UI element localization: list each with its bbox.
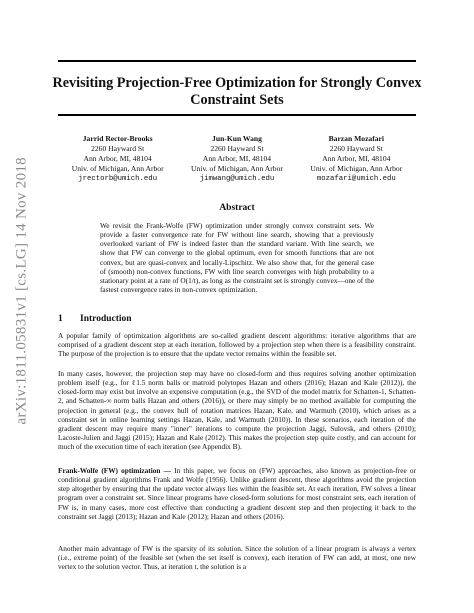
paragraph-lead-heading: Frank-Wolfe (FW) optimization —	[58, 466, 175, 475]
author-email: jimwang@umich.edu	[199, 175, 275, 183]
author-email: mozafari@umich.edu	[316, 175, 396, 183]
author-street: 2260 Hayward St	[329, 144, 383, 153]
section-number: 1	[58, 314, 63, 324]
author-city: Ann Arbor, MI, 48104	[322, 154, 391, 163]
author-3	[297, 134, 416, 184]
author-name: Jun-Kun Wang	[212, 134, 262, 143]
author-email: jrectorb@umich.edu	[78, 175, 158, 183]
author-block	[58, 134, 416, 184]
author-affiliation: Univ. of Michigan, Ann Arbor	[71, 164, 164, 173]
intro-paragraph-3	[58, 466, 416, 521]
arxiv-sidebar-identifier: arXiv:1811.05831v1 [cs.LG] 14 Nov 2018	[13, 157, 30, 425]
abstract-text: We revisit the Frank-Wolfe (FW) optimization under strongly convex constraint sets. We provide a faster convergence rate for FW without line search, showing that a previously overlooked variant of FW is indeed faster than the standard variant. With line search, we show that FW can converge to the global optimum, even for smooth functions that are not convex, but are quasi-convex and locally-Lipschitz. We also show that, for the general case of (smooth) non-convex functions, FW with line search converges with high probability to a stationary point at a rate of O(1/t), as long as the constraint set is strongly convex—one of the fastest convergence rates in non-convex optimization.	[100, 221, 374, 295]
section-heading-introduction	[58, 314, 132, 324]
author-street: 2260 Hayward St	[210, 144, 264, 153]
title-top-rule	[58, 60, 416, 62]
section-title: Introduction	[80, 314, 132, 324]
author-2	[177, 134, 296, 184]
intro-paragraph-4: Another main advantage of FW is the sparsity of its solution. Since the solution of a linear program is always a vertex (i.e., extreme point) of the feasible set (when the set itself is convex), each iteration of FW can add, at most, one new vertex to the solution vector. Thus, at iteration t, the solution is a	[58, 544, 416, 572]
author-1	[58, 134, 177, 184]
paper-title: Revisiting Projection-Free Optimization for Strongly Convex Constraint Sets	[52, 75, 422, 108]
paragraph-body: In this paper, we focus on (FW) approaches, also known as projection-free or conditional gradient algorithms Frank and Wolfe (1956). Unlike gradient descent, these algorithms avoid the projection step altogether by ensuring that the update vector always lies within the feasible set. At each iteration, FW solves a linear program over a constraint set. Since linear programs have closed-form solutions for most constraint sets, each iteration of FW is, in many cases, more cost effective than conducting a gradient descent step and then projecting it back to the constraint set Jaggi (2013); Hazan and Kale (2012); Hazan and others (2016).	[58, 466, 416, 521]
author-city: Ann Arbor, MI, 48104	[202, 154, 272, 163]
abstract-heading: Abstract	[219, 203, 255, 213]
author-street: 2260 Hayward St	[91, 144, 145, 153]
title-bottom-rule	[58, 114, 416, 116]
author-name: Barzan Mozafari	[328, 134, 385, 143]
intro-paragraph-2: In many cases, however, the projection step may have no closed-form and thus requires solving another optimization problem itself (e.g., for ℓ1.5 norm balls or matroid polytopes Hazan and others (2016); Hazan and Kale (2012)), the closed-form may exist but involve an expensive computation (e.g., the SVD of the model matrix for Schatten-1, Schatten-2, and Schatten-∞ norm balls Hazan and others (2016)), or there may simply be no method available for computing the projection in general (e.g., the convex hull of rotation matrices Hazan, Kale, and Warmuth (2010), which arises as a constraint set in online learning settings Hazan, Kale, and Warmuth (2010)). In these scenarios, each iteration of the gradient descent may require many "inner" iterations to compute the projection Jaggi, Sulovsk, and others (2010); Lacoste-Julien and Jaggi (2015); Hazan and Kale (2012). This makes the projection step quite costly, and can account for much of the execution time of each iteration (see Appendix B).	[58, 369, 416, 452]
intro-paragraph-1: A popular family of optimization algorithms are so-called gradient descent algorithms: iterative algorithms that are comprised of a gradient descent step at each iteration, followed by a projection step when there is a feasibility constraint. The purpose of the projection is to ensure that the update vector remains within the feasible set.	[58, 331, 416, 359]
author-affiliation: Univ. of Michigan, Ann Arbor	[310, 164, 403, 173]
author-city: Ann Arbor, MI, 48104	[83, 154, 152, 163]
author-affiliation: Univ. of Michigan, Ann Arbor	[191, 164, 283, 173]
author-name: Jarrid Rector-Brooks	[82, 134, 153, 143]
